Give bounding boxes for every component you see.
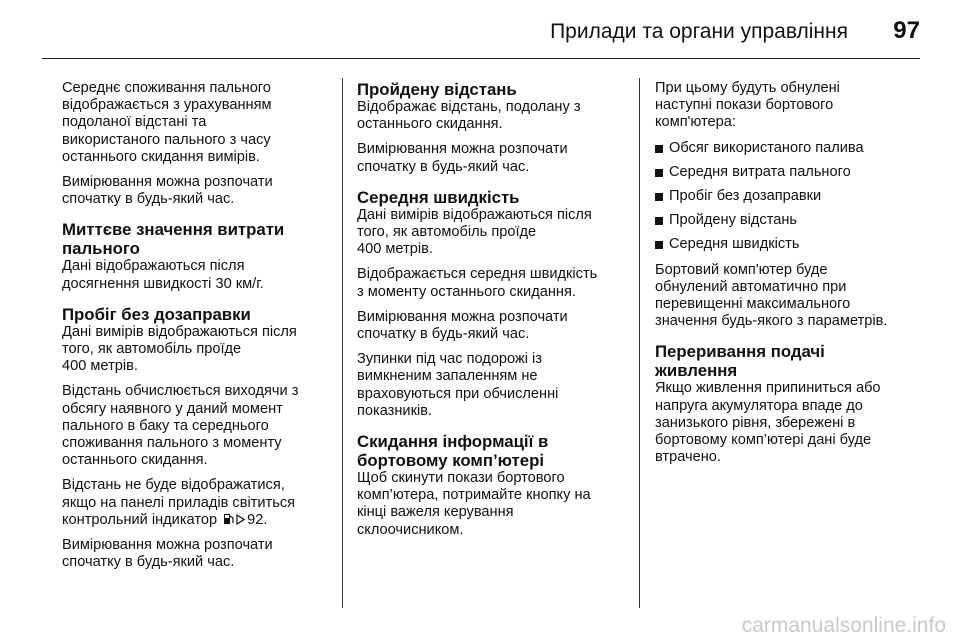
square-bullet-icon	[655, 145, 663, 153]
page-title: Прилади та органи управління	[550, 20, 848, 43]
page-header	[0, 0, 960, 62]
page-reference-arrow-icon	[236, 514, 245, 525]
list-item	[655, 140, 920, 157]
list-item-text: Пробіг без дозаправки	[669, 188, 822, 205]
square-bullet-icon	[655, 169, 663, 177]
paragraph: Зупинки під час подорожі із вимкненим запаленням не враховуються при обчисленні показників.	[357, 351, 559, 419]
paragraph-text: контрольний індикатор	[62, 511, 218, 528]
reset-items-list	[655, 140, 920, 254]
list-item	[655, 236, 920, 253]
column-right	[655, 80, 920, 474]
paragraph: Дані відображаються після досягнення швидкості 30 км/г.	[62, 258, 264, 292]
square-bullet-icon	[655, 217, 663, 225]
paragraph-text: Відстань не буде відображатися, якщо на панелі приладів світиться	[62, 477, 296, 511]
list-item-text: Пройдену відстань	[669, 212, 798, 229]
paragraph: Дані вимірів відображаються після того, як автомобіль проїде 400 метрів.	[357, 206, 592, 258]
page-reference: 92.	[247, 511, 268, 528]
square-bullet-icon	[655, 241, 663, 249]
paragraph: Відстань обчислюється виходячи з обсягу наявного у даний момент пального в баку та середнього споживання пального з моменту останнього скидання.	[62, 383, 299, 469]
list-item	[655, 212, 920, 229]
paragraph: Відображається середня швидкість з моменту останнього скидання.	[357, 266, 598, 300]
paragraph: Середнє споживання пального відображається з урахуванням подоланої відстані та використаного пального з часу останнього скидання вимірів.	[62, 80, 272, 165]
paragraph: При цьому будуть обнулені наступні покази бортового комп'ютера:	[655, 80, 840, 131]
section-heading: Скидання інформації в бортовому комп’ютері	[357, 432, 549, 471]
paragraph: Вимірювання можна розпочати спочатку в будь-який час.	[62, 537, 273, 571]
square-bullet-icon	[655, 193, 663, 201]
paragraph: Якщо живлення припиниться або напруга акумулятора впаде до занизького рівня, збережені в бортовому комп’ютері дані буде втрачено.	[655, 380, 881, 466]
list-item-text: Середня витрата пального	[669, 163, 851, 180]
paragraph: Бортовий комп'ютер буде обнулений автоматично при перевищенні максимального значення будь-якого з параметрів.	[655, 261, 888, 330]
paragraph: Вимірювання можна розпочати спочатку в будь-який час.	[357, 141, 568, 175]
fuel-level-indicator-icon	[223, 513, 234, 525]
column-left	[62, 80, 332, 579]
paragraph	[62, 477, 332, 529]
paragraph: Щоб скинути покази бортового комп’ютера, потримайте кнопку на кінці важеля керування склоочисником.	[357, 470, 591, 538]
section-heading: Переривання подачі живлення	[655, 342, 825, 381]
list-item	[655, 188, 920, 205]
section-heading: Середня швидкість	[357, 187, 520, 207]
section-heading: Миттєве значення витрати пального	[62, 220, 285, 259]
column-middle	[357, 80, 627, 547]
paragraph: Вимірювання можна розпочати спочатку в будь-який час.	[357, 308, 568, 343]
column-divider-1	[342, 78, 343, 608]
watermark: carmanualsonline.info	[741, 614, 946, 637]
paragraph: Відображає відстань, подолану з останнього скидання.	[357, 99, 581, 133]
section-heading: Пробіг без дозаправки	[62, 304, 251, 324]
column-divider-2	[639, 78, 640, 608]
page-number: 97	[893, 17, 920, 44]
paragraph: Вимірювання можна розпочати спочатку в будь-який час.	[62, 174, 273, 208]
list-item	[655, 164, 920, 181]
list-item-text: Середня швидкість	[669, 236, 800, 253]
header-divider	[42, 58, 920, 59]
paragraph: Дані вимірів відображаються після того, як автомобіль проїде 400 метрів.	[62, 323, 297, 375]
section-heading: Пройдену відстань	[357, 80, 517, 99]
list-item-text: Обсяг використаного палива	[669, 139, 864, 156]
